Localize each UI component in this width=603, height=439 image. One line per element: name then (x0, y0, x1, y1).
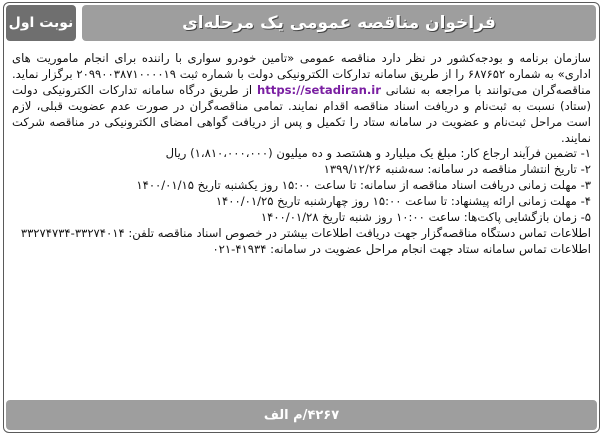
round-badge (6, 5, 76, 41)
ad-code: ۴۲۶۷/م الف (263, 407, 340, 423)
intro-paragraph (12, 51, 591, 146)
contact-info-tender: اطلاعات تماس دستگاه مناقصه‌گزار جهت دریافت اطلاعات بیشتر در خصوص اسناد مناقصه تلفن: ۳۳۲۷۴۰۱۴-۳۳۲۷۴۷۳۴ (20, 225, 591, 240)
footer-bar (6, 400, 597, 430)
tender-advertisement (3, 2, 600, 433)
list-item: ۳- مهلت زمانی دریافت اسناد مناقصه از سامانه: تا ساعت ۱۵:۰۰ روز یکشنبه تاریخ ۱۴۰۰/۰۱/۱۵ (136, 178, 591, 193)
list-item: ۵- زمان بازگشایی پاکت‌ها: ساعت ۱۰:۰۰ روز شنبه تاریخ ۱۴۰۰/۰۱/۲۸ (260, 210, 591, 225)
intro-text-1: سازمان برنامه و بودجه‌کشور در نظر دارد مناقصه عمومی «تامین خودرو سواری با راننده برای انجام ماموریت های اداری» به شماره ۶۸۷۶۵۲ را از طریق سامانه تدارکات الکترونیکی دولت با شماره ثبت ۲۰۹۹۰۰۳۸۷۱۰۰۰۰۱۹ برگزار نماید. مناقصه‌گران می‌توانند با مراجعه به نشانی (12, 51, 591, 97)
title-bar (82, 5, 596, 41)
list-item: ۴- مهلت زمانی ارائه پیشنهاد: تا ساعت ۱۵:۰۰ روز چهارشنبه تاریخ ۱۴۰۰/۰۱/۲۵ (215, 194, 591, 209)
round-badge-label: نوبت اول (8, 15, 74, 31)
intro-text-2: از طریق درگاه سامانه تدارکات الکترونیکی دولت (ستاد) نسبت به ثبت‌نام و دریافت اسناد مناقصه اقدام نمایند. تمامی مناقصه‌گران در صورت عدم عضویت قبلی، لازم است مراحل ثبت‌نام و عضویت در سامانه ستاد را تکمیل و پس از دریافت گواهی امضای الکترونیکی در مناقصه شرکت نمایند. (12, 82, 591, 145)
list-item: ۱- تضمین فرآیند ارجاع کار: مبلغ یک میلیارد و هشتصد و ده میلیون (۱،۸۱۰،۰۰۰،۰۰۰) ریال (165, 146, 591, 161)
header (6, 5, 596, 43)
list-item: ۲- تاریخ انتشار مناقصه در سامانه: سه‌شنبه ۱۳۹۹/۱۲/۲۶ (323, 162, 591, 177)
ad-title: فراخوان مناقصه عمومی یک مرحله‌ای (182, 13, 496, 33)
contact-info-setad: اطلاعات تماس سامانه ستاد جهت انجام مراحل عضویت در سامانه: ۴۱۹۳۴-۰۲۱ (212, 241, 591, 256)
setadiran-link[interactable]: https://setadiran.ir (256, 82, 381, 97)
tender-details-list (12, 146, 591, 226)
ad-body (12, 51, 591, 389)
